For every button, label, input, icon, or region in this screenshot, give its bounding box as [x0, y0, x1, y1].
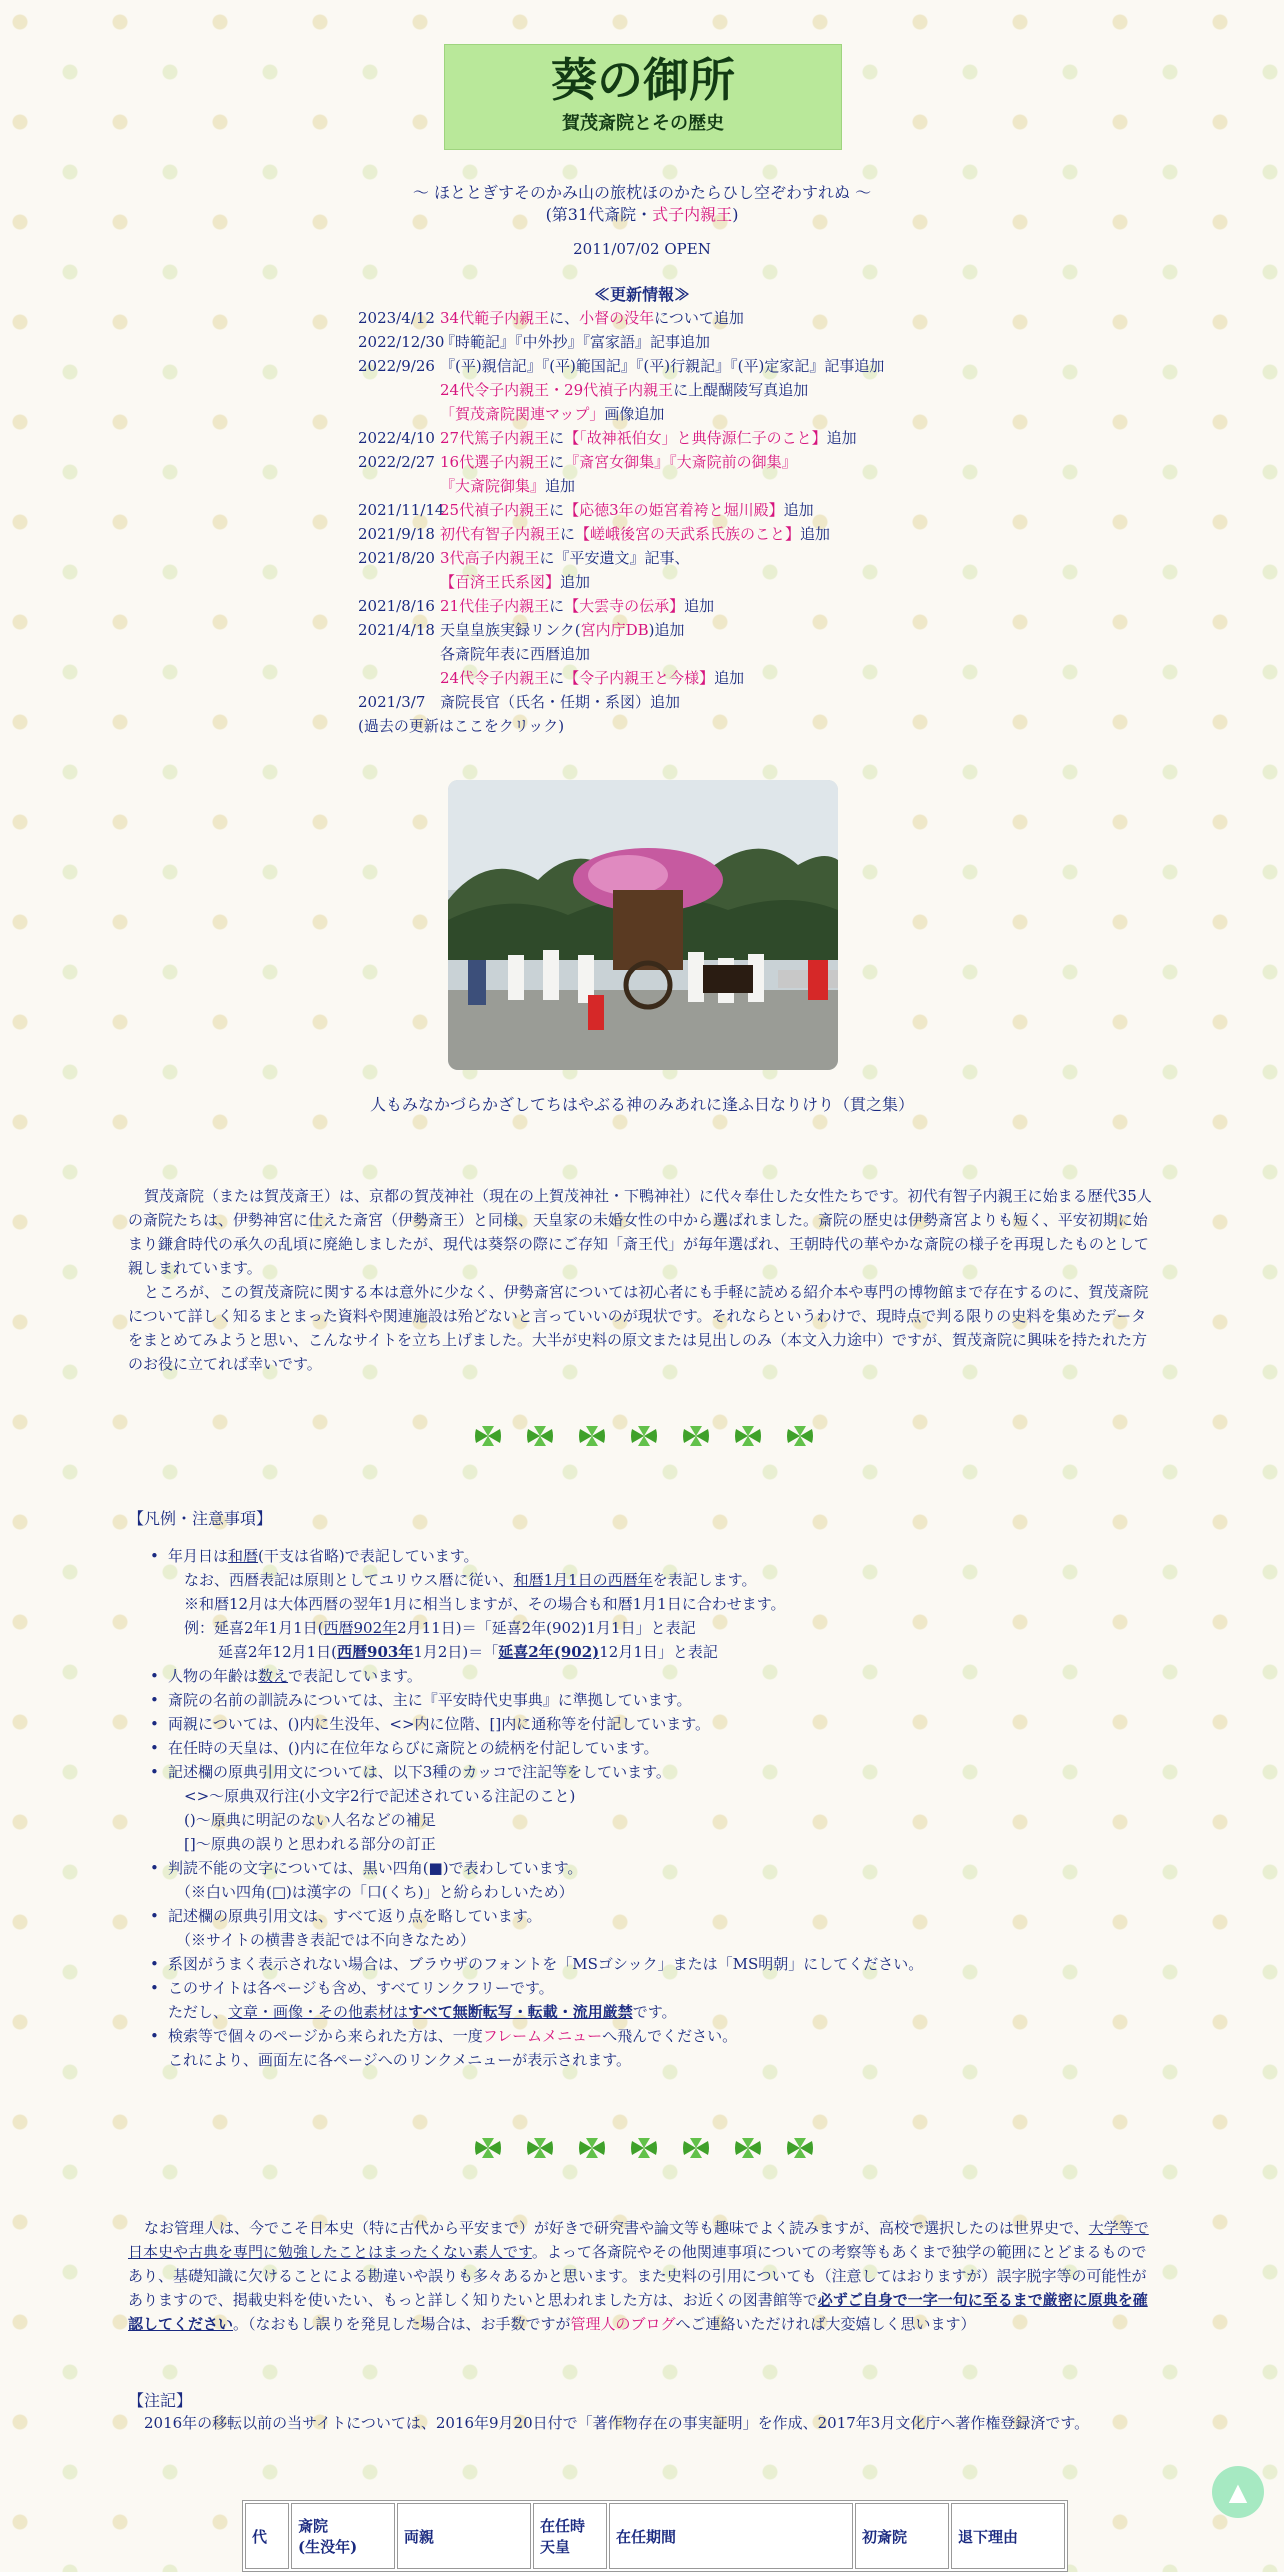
update-link[interactable]: 『斎宮女御集』『大斎院前の御集』 [564, 453, 797, 471]
update-text [440, 666, 1158, 690]
update-row [358, 426, 1158, 450]
update-text [440, 618, 1158, 642]
update-label: 斎院長官（氏名・任期・系図）追加 [440, 693, 681, 711]
aoi-leaf-icon [474, 2138, 502, 2158]
chuki-heading: 【注記】 [128, 2391, 193, 2410]
update-date: 2021/8/20 [358, 549, 435, 567]
materials-link[interactable]: 文章・画像・その他素材は [228, 2003, 409, 2021]
notes-heading: 【凡例・注意事項】 [128, 1509, 273, 1528]
photo-caption: 人もみなかづらかざしてちはやぶる神のみあれに逢ふ日なりけり（貫之集） [369, 1095, 914, 1114]
intro-paragraph-2: ところが、この賀茂斎院に関する本は意外に少なく、伊勢斎宮については初心者にも手軽に読める紹介本や専門の博物館まで存在するのに、賀茂斎院について詳しく知るまとまった資料や関連施設は殆どないと言っていいのが現状です。それならというわけで、現時点で判る限りの史料を集めたデータをまとめてみようと思い、こんなサイトを立ち上げました。大半が史料の原文または見出しのみ（本文入力途中）ですが、賀茂斎院に興味を持たれた方のお役に立てれば幸いです。 [128, 1283, 1149, 1373]
aoi-leaf-icon [630, 1426, 658, 1446]
divider-leaves-1 [474, 1426, 814, 1446]
saiin-table [242, 2500, 1068, 2572]
update-label: に [549, 669, 565, 687]
chuki-text: 2016年の移転以前の当サイトについては、2016年9月20日付で「著作物存在の事実証明」を作成、2017年3月文化庁へ著作権登録済です。 [144, 2414, 1090, 2432]
aoi-matsuri-photo [448, 780, 838, 1070]
note-parents: • 両親については、()内に生没年、<>内に位階、[]内に通称等を付記しています。 [168, 1712, 1168, 1736]
table-header-cell: 代 [245, 2503, 289, 2569]
update-label: 各斎院年表に西暦追加 [440, 645, 591, 663]
update-date [358, 666, 440, 690]
title-banner [444, 44, 842, 150]
update-row [358, 498, 1158, 522]
update-link[interactable]: 【応徳3年の姫宮着袴と堀川殿】 [564, 501, 784, 519]
update-text [440, 498, 1158, 522]
update-label: 追加 [826, 429, 857, 447]
example-902-link[interactable]: 西暦902年 [323, 1619, 398, 1637]
update-row [358, 378, 1158, 402]
intro-paragraph-1: 賀茂斎院（または賀茂斎王）は、京都の賀茂神社（現在の上賀茂神社・下鴨神社）に代々奉仕した女性たちです。初代有智子内親王に始まる歴代35人の斎院たちは、伊勢神宮に仕えた斎宮（伊勢斎王）と同様、天皇家の未婚女性の中から選ばれました。斎院の歴史は伊勢斎宮よりも短く、平安初期に始まり鎌倉時代の承久の乱頃に廃絶しましたが、現代は葵祭の際にご存知「斎王代」が毎年選ばれ、王朝時代の華やかな斎院の様子を再現したものとして親しまれています。 [128, 1187, 1152, 1277]
update-date [358, 402, 440, 426]
note-kaeriten: • 記述欄の原典引用文は、すべて返り点を略しています。 [168, 1904, 1168, 1928]
update-date [358, 378, 440, 402]
update-link[interactable]: 24代令子内親王 [440, 669, 550, 687]
scroll-top-button[interactable]: ▲ [1212, 2466, 1264, 2518]
amateur-link[interactable]: 大学等で日本史や古典を専門に勉強したことはまったくない素人です [128, 2219, 1149, 2261]
frame-menu-link[interactable]: フレームメニュー [482, 2027, 603, 2045]
table-header-row [245, 2503, 1065, 2569]
note-linkfree: • このサイトは各ページも含め、すべてリンクフリーです。 [168, 1976, 1168, 2000]
update-row [358, 546, 1158, 570]
updates-heading: ≪更新情報≫ [593, 285, 690, 304]
past-updates-link[interactable]: (過去の更新はここをクリック) [358, 717, 565, 735]
update-link[interactable]: 小督の没年 [579, 309, 655, 327]
aoi-leaf-icon [630, 2138, 658, 2158]
update-label: 『時範記』『中外抄』『富家語』記事追加 [440, 333, 711, 351]
update-link[interactable]: 【「故神祇伯女」と典侍源仁子のこと】 [564, 429, 827, 447]
update-date: 2021/9/18 [358, 525, 435, 543]
admin-paragraph: なお管理人は、今でこそ日本史（特に古代から平安まで）が好きで研究書や論文等も趣味でよく読みますが、高校で選択したのは世界史で、大学等で日本史や古典を専門に勉強したことはまったくない素人です。よって各斎院やその他関連事項についての考察等もあくまで独学の範囲にとどまるものであり、基礎知識に欠けることによる勘違いや誤りも多々あるかと思います。また史料の引用についても（注意してはおりますが）誤字脱字等の可能性がありますので、掲載史料を使いたい、もっと詳しく知りたいと思われました方は、お近くの図書館等で必ずご自身で一字一句に至るまで厳密に原典を確認してください。（なおもし誤りを発見した場合は、お手数ですが管理人のブログへご連絡いただければ大変嬉しく思います） [128, 2219, 1149, 2333]
update-label: 追加 [684, 597, 715, 615]
update-text [440, 450, 1158, 474]
update-date: 2021/4/18 [358, 621, 435, 639]
seireki-link[interactable]: 和暦1月1日の西暦年 [513, 1571, 653, 1589]
aoi-leaf-icon [578, 2138, 606, 2158]
update-text [440, 330, 1158, 354]
update-date [358, 570, 440, 594]
poem: ～ ほととぎすそのかみ山の旅枕ほのかたらひし空ぞわすれぬ ～ [412, 183, 872, 202]
update-row [358, 570, 1158, 594]
open-date: 2011/07/02 OPEN [573, 240, 711, 258]
update-link[interactable]: 27代篤子内親王 [440, 429, 550, 447]
aoi-leaf-icon [734, 2138, 762, 2158]
poem-attribution: (第31代斎院・式子内親王) [545, 205, 739, 224]
update-label: に上醍醐陵写真追加 [673, 381, 809, 399]
aoi-leaf-icon [526, 2138, 554, 2158]
update-label: 追加 [560, 573, 591, 591]
update-label: )追加 [648, 621, 685, 639]
update-label: に、 [549, 309, 580, 327]
blog-link[interactable]: 管理人のブログ [570, 2315, 676, 2333]
update-label: 『(平)親信記』『(平)範国記』『(平)行親記』『(平)定家記』記事追加 [440, 357, 885, 375]
update-row [358, 522, 1158, 546]
update-date [358, 642, 440, 666]
update-row [358, 594, 1158, 618]
update-label: 追加 [800, 525, 831, 543]
kazoe-link[interactable]: 数え [258, 1667, 289, 1685]
note-frame: • 検索等で個々のページから来られた方は、一度フレームメニューへ飛んでください。 [168, 2024, 1168, 2048]
update-row [358, 330, 1158, 354]
update-label: に [560, 525, 576, 543]
note-date: • 年月日は和暦(干支は省略)で表記しています。 [168, 1544, 1168, 1568]
update-link[interactable]: 初代有智子内親王 [440, 525, 561, 543]
update-text [440, 426, 1158, 450]
update-link[interactable]: 3代高子内親王 [440, 549, 540, 567]
update-text [440, 378, 1158, 402]
aoi-leaf-icon [786, 2138, 814, 2158]
verify-source-link[interactable]: 必ずご自身で一字一句に至るまで厳密に原典を確認してください [128, 2291, 1148, 2333]
aoi-leaf-icon [786, 1426, 814, 1446]
update-date: 2023/4/12 [358, 309, 435, 327]
table-header-cell: 両親 [397, 2503, 531, 2569]
note-brackets: • 記述欄の原典引用文については、以下3種のカッコで注記等をしています。 [168, 1760, 1168, 1784]
update-text [440, 594, 1158, 618]
update-link[interactable]: 34代範子内親王 [440, 309, 550, 327]
update-text [440, 474, 1158, 498]
update-link[interactable]: 24代令子内親王・29代禎子内親王 [440, 381, 674, 399]
update-row [358, 474, 1158, 498]
update-text [440, 402, 1158, 426]
note-unreadable: • 判読不能の文字については、黒い四角(■)で表わしています。 [168, 1856, 1168, 1880]
update-label: 追加 [783, 501, 814, 519]
update-date [358, 474, 440, 498]
aoi-leaf-icon [474, 1426, 502, 1446]
update-date: 2022/4/10 [358, 429, 435, 447]
update-row [358, 450, 1158, 474]
update-link[interactable]: 宮内庁DB [580, 621, 649, 639]
update-text [440, 570, 1158, 594]
updates-list [358, 306, 1158, 738]
example-engi-link[interactable]: 延喜2年(902) [498, 1643, 600, 1661]
update-row [358, 618, 1158, 642]
note-reading: • 斎院の名前の訓読みについては、主に『平安時代史事典』に準拠しています。 [168, 1688, 1168, 1712]
notes-list: • 年月日は和暦(干支は省略)で表記しています。 なお、西暦表記は原則としてユリウス暦に従い、和暦1月1日の西暦年を表記します。 ※和暦12月は大体西暦の翌年1月に相当しますが、その場合も和暦1月1日に合わせます。 例：延喜2年1月1日(西暦902年2月11日)＝「延喜2年(902)1月1日」と表記 延喜2年12月1日(西暦903年1月2日)＝「延喜2年(902)12月1日」と表記 • 人物の年齢は数えで表記しています。 • 斎院の名前の訓読みについては、主に『平安時代史事典』に準拠しています。 • 両親については、()内に生没年、<>内に位階、[]内に通称等を付記しています。 • 在任時の天皇は、()内に在位年ならびに斎院との続柄を付記しています。 • 記述欄の原典引用文については、以下3種のカッコで注記等をしています。 <>～原典双行注(小文字2行で記述されている注記のこと) ()～原典に明記のない人名などの補足 []～原典の誤りと思われる部分の訂正 • 判読不能の文字については、黒い四角(■)で表わしています。 （※白い四角(□)は漢字の「口(くち)」と紛らわしいため） • 記述欄の原典引用文は、すべて返り点を略しています。 （※サイトの横書き表記では不向きなため） • 系図がうまく表示されない場合は、ブラウザのフォントを「MSゴシック」または「MS明朝」にしてください。 • このサイトは各ページも含め、すべてリンクフリーです。 ただし、文章・画像・その他素材はすべて無断転写・転載・流用厳禁です。 • 検索等で個々のページから来られた方は、一度フレームメニューへ飛んでください。 これにより、画面左に各ページへのリンクメニューが表示されます。 [168, 1544, 1168, 2072]
update-text [440, 354, 1158, 378]
table-header-cell: 斎院 (生没年) [291, 2503, 395, 2569]
update-text [440, 522, 1158, 546]
update-label: に [549, 501, 565, 519]
site-subtitle: 賀茂斎院とその歴史 [562, 113, 724, 134]
update-label: に [549, 429, 565, 447]
update-date: 2021/11/14 [358, 501, 445, 519]
update-text [440, 690, 1158, 714]
divider-leaves-2 [474, 2138, 814, 2158]
aoi-leaf-icon [734, 1426, 762, 1446]
note-emperor: • 在任時の天皇は、()内に在位年ならびに斎院との続柄を付記しています。 [168, 1736, 1168, 1760]
update-label: 画像追加 [604, 405, 665, 423]
aoi-leaf-icon [526, 1426, 554, 1446]
update-label: について追加 [654, 309, 744, 327]
update-text [440, 546, 1158, 570]
update-link[interactable]: 『大斎院御集』 [440, 477, 546, 495]
no-copy-link[interactable]: すべて無断転写・転載・流用厳禁 [408, 2003, 633, 2021]
update-link[interactable]: 25代禎子内親王 [440, 501, 550, 519]
shikishi-link[interactable]: 式子内親王 [652, 205, 733, 224]
aoi-leaf-icon [682, 2138, 710, 2158]
example-903-link[interactable]: 西暦903年 [337, 1643, 414, 1661]
update-label: に [549, 597, 565, 615]
update-row [358, 666, 1158, 690]
update-label: 追加 [714, 669, 745, 687]
update-text [440, 306, 1158, 330]
update-row [358, 306, 1158, 330]
wareki-link[interactable]: 和暦 [228, 1547, 259, 1565]
table-header-cell: 在任時 天皇 [533, 2503, 607, 2569]
table-header-cell: 初斎院 [855, 2503, 949, 2569]
note-age: • 人物の年齢は数えで表記しています。 [168, 1664, 1168, 1688]
update-link[interactable]: 【嵯峨後宮の天武系氏族のこと】 [575, 525, 801, 543]
update-label: に『平安遺文』記事、 [539, 549, 690, 567]
update-link[interactable]: 【令子内親王と今様】 [564, 669, 715, 687]
site-title: 葵の御所 [551, 53, 735, 107]
table-header-cell: 退下理由 [951, 2503, 1065, 2569]
update-row [358, 354, 1158, 378]
update-link[interactable]: 21代佳子内親王 [440, 597, 550, 615]
update-date: 2022/2/27 [358, 453, 435, 471]
update-row [358, 642, 1158, 666]
update-row [358, 690, 1158, 714]
update-link[interactable]: 【百済王氏系図】 [440, 573, 561, 591]
update-date: 2022/9/26 [358, 357, 435, 375]
update-link[interactable]: 16代選子内親王 [440, 453, 550, 471]
update-label: 天皇皇族実録リンク( [440, 621, 581, 639]
aoi-leaf-icon [682, 1426, 710, 1446]
update-date: 2022/12/30 [358, 333, 445, 351]
update-link[interactable]: 「賀茂斎院関連マップ」 [440, 405, 605, 423]
update-row [358, 402, 1158, 426]
update-link[interactable]: 【大雲寺の伝承】 [564, 597, 685, 615]
update-label: に [549, 453, 565, 471]
table-header-cell: 在任期間 [609, 2503, 853, 2569]
update-date: 2021/3/7 [358, 693, 426, 711]
note-font: • 系図がうまく表示されない場合は、ブラウザのフォントを「MSゴシック」または「MS明朝」にしてください。 [168, 1952, 1168, 1976]
update-text [440, 642, 1158, 666]
update-label: 追加 [545, 477, 576, 495]
update-date: 2021/8/16 [358, 597, 435, 615]
aoi-leaf-icon [578, 1426, 606, 1446]
